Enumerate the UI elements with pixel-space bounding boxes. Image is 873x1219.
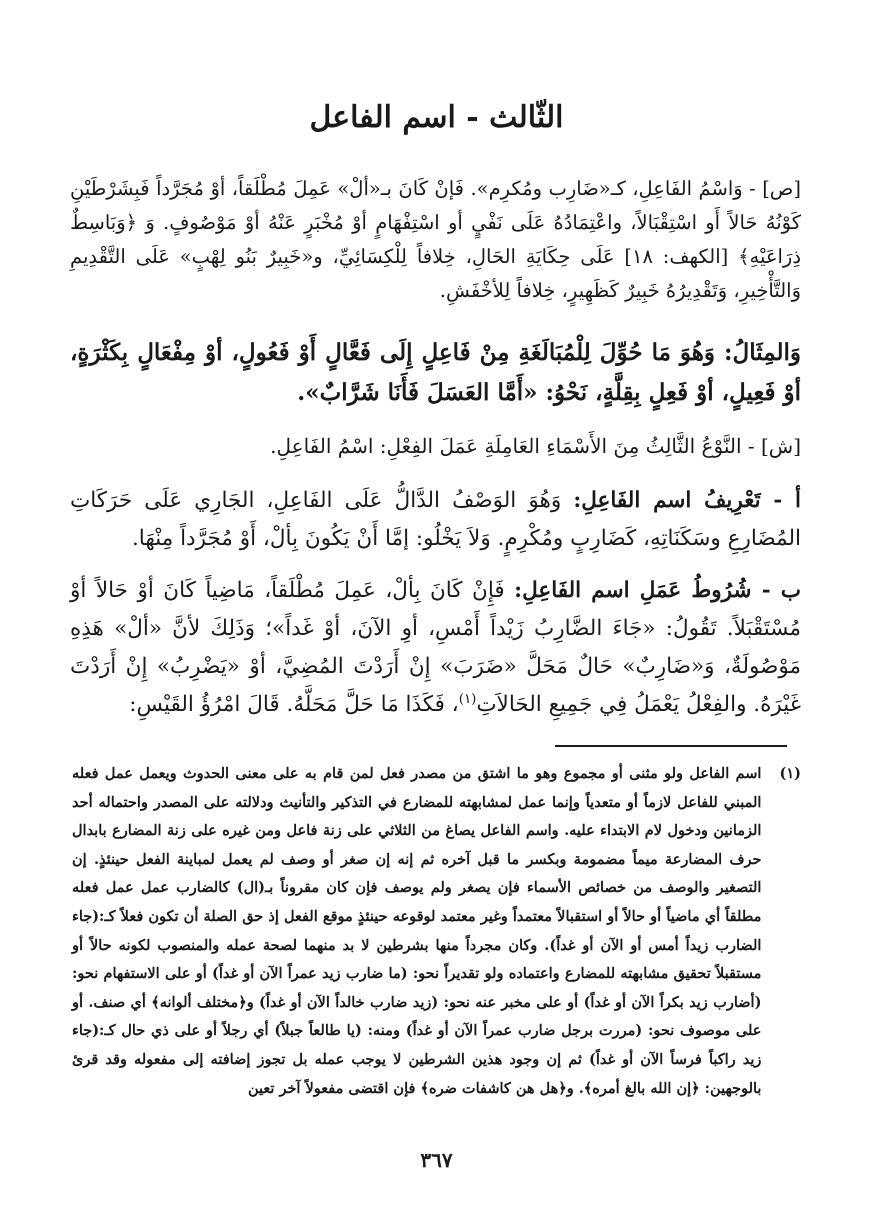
section-title: الثّالث - اسم الفاعل [309, 100, 564, 135]
matn-paragraph: [ص] - وَاسْمُ الفَاعِلِ، كـ«ضَارِب ومُكرِم». فَإنْ كَانَ بـ«ألْ» عَمِلَ مُطْلَقاً، أوْ مُجَرَّداً فَبِشَرْطَيْنِ كَوْنُهُ حَالاً أَو اسْتِقْبَالاً، واعْتِمَادُهُ عَلَى نَفْيٍ أو اسْتِفْهَامٍ أوْ مُخْبَرٍ عَنْهُ أوْ مَوْصُوفٍ. وَ ﴿وَبَاسِطٌ ذِرَاعَيْهِ﴾ [الكهف: ١٨] عَلَى حِكَايَةِ الحَالِ، خِلافاً لِلْكِسَائِيِّ، و«خَبِيرٌ بَنُو لِهْبٍ» عَلَى التَّقْدِيمِ وَالتَّأْخِيرِ، وَتَقْدِيرُهُ خَبِيرٌ كَظَهِيرٍ، خِلافاً لِلأخْفَشِ. [70, 177, 802, 302]
conditions-tail: ، فَكَذَا مَا حَلَّ مَحَلَّهُ. قَالَ امْرُؤُ القَيْسِ: [129, 692, 459, 717]
definition-text: وَهُوَ الوَصْفُ الدَّالُّ عَلَى الفَاعِلِ، الجَارِي عَلَى حَرَكَاتِ المُضَارِعِ وسَكَنَاتِهِ، كَضَارِبٍ ومُكْرِمٍ. وَلاَ يَخْلُو: إمَّا أَنْ يَكُونَ بِألْ، أَوْ مُجَرَّداً مِنْهَا. [70, 488, 801, 551]
sharh-intro: [ش] - النَّوْعُ الثَّالِثُ مِنَ الأَسْمَاءِ العَامِلَةِ عَمَلَ الفِعْلِ: اسْمُ الفَاعِلِ. [270, 434, 801, 458]
definition-paragraph [70, 482, 801, 558]
footnote [72, 760, 801, 1103]
footnote-number: (١) [779, 765, 801, 782]
footnote-separator [555, 745, 787, 747]
mithal-paragraph: وَالمِثَالُ: وَهُوَ مَا حُوِّلَ لِلْمُبَالَغَةِ مِنْ فَاعِلٍ إِلَى فَعَّالٍ أَوْ فَعُولٍ، أوْ مِفْعَالٍ بِكَثْرَةٍ، أوْ فَعِيلٍ، أوْ فَعِلٍ بِقِلَّةٍ، نَحْوُ: «أَمَّا العَسَلَ فَأَنَا شَرَّابٌ». [70, 339, 801, 406]
conditions-paragraph [70, 572, 801, 724]
conditions-text: فَإِنْ كَانَ بِألْ، عَمِلَ مُطْلَقاً، مَاضِياً كَانَ أوْ حَالاً أوْ مُسْتَقْبَلاً. تَقُولُ: «جَاءَ الضَّارِبُ زَيْداً أَمْسِ، أوِ الآنَ، أوْ غَداً»؛ وَذَلِكَ لأنَّ «ألْ» هَذِهِ مَوْصُولَةٌ، وَ«ضَارِبٌ» حَالٌ مَحَلَّ «ضَرَبَ» إِنْ أَرَدْتَ المُضِيَّ، أوْ «يَضْرِبُ» إِنْ أَرَدْتَ غَيْرَهُ. والفِعْلُ يَعْمَلُ فِي جَمِيعِ الحَالاَتِ [70, 578, 801, 717]
footnote-text: اسم الفاعل ولو مثنى أو مجموع وهو ما اشتق من مصدر فعل لمن قام به على معنى الحدوث ويعمل عمل فعله المبني للفاعل لازماً أو متعدياً وإنما عمل لمشابهته للمضارع في التذكير والتأنيث ودلالته على المصدر واحتماله أحد الزمانين ودخول لام الابتداء عليه. واسم الفاعل يصاغ من الثلاثي على زنة فاعل ومن غيره على زنة المضارع بابدال حرف المضارعة ميماً مضمومة وبكسر ما قبل آخره ثم إنه إن صغر أو وصف لم يعمل لمباينة الفعل حينئذٍ. إن التصغير والوصف من خصائص الأسماء فإن يصغر ولم يوصف فإن كان مقروناً بـ(ال) كالضارب عمل عمل فعله مطلقاً أي ماضياً أو حالاً أو استقبالاً معتمداً وغير معتمد لوقوعه حينئذٍ موقع الفعل إذ حق الصلة أن تكون فعلاً كـ:(جاء الضارب زيداً أمس أو الآن أو غداً). وكان مجرداً منها بشرطين لا بد منهما لصحة عمله والمنصوب لكونه حالاً أو مستقبلاً تحقيق مشابهته للمضارع واعتماده ولو تقديراً نحو: (ما ضارب زيد عمراً الآن أو غداً) أو على الاستفهام نحو: (أضارب زيد بكراً الآن أو غداً) أو على مخبر عنه نحو: (زيد ضارب خالداً الآن أو غداً) و﴿مختلف ألوانه﴾ أي صنف. أو على موصوف نحو: (مررت برجل ضارب عمراً الآن أو غداً) ومنه: (يا طالعاً جبلاً) أي رجلاً أو على ذي حال كـ:(جاء زيد راكباً فرساً الآن أو غداً) ثم إن وجود هذين الشرطين لا يوجب عمله بل تجوز إضافته إلى مفعوله وقد قرئ بالوجهين: ﴿إن الله بالغ أمره﴾. و﴿هل هن كاشفات ضره﴾ فإن اقتضى مفعولاً آخر تعين [72, 765, 762, 1097]
conditions-heading: ب - شُرُوطُ عَمَلِ اسم الفَاعِلِ: [514, 578, 801, 603]
definition-heading: أ - تَعْرِيفُ اسم الفَاعِلِ: [573, 488, 801, 513]
footnote-reference[interactable]: (١) [458, 691, 477, 707]
page-number: ٣٦٧ [420, 1148, 453, 1172]
